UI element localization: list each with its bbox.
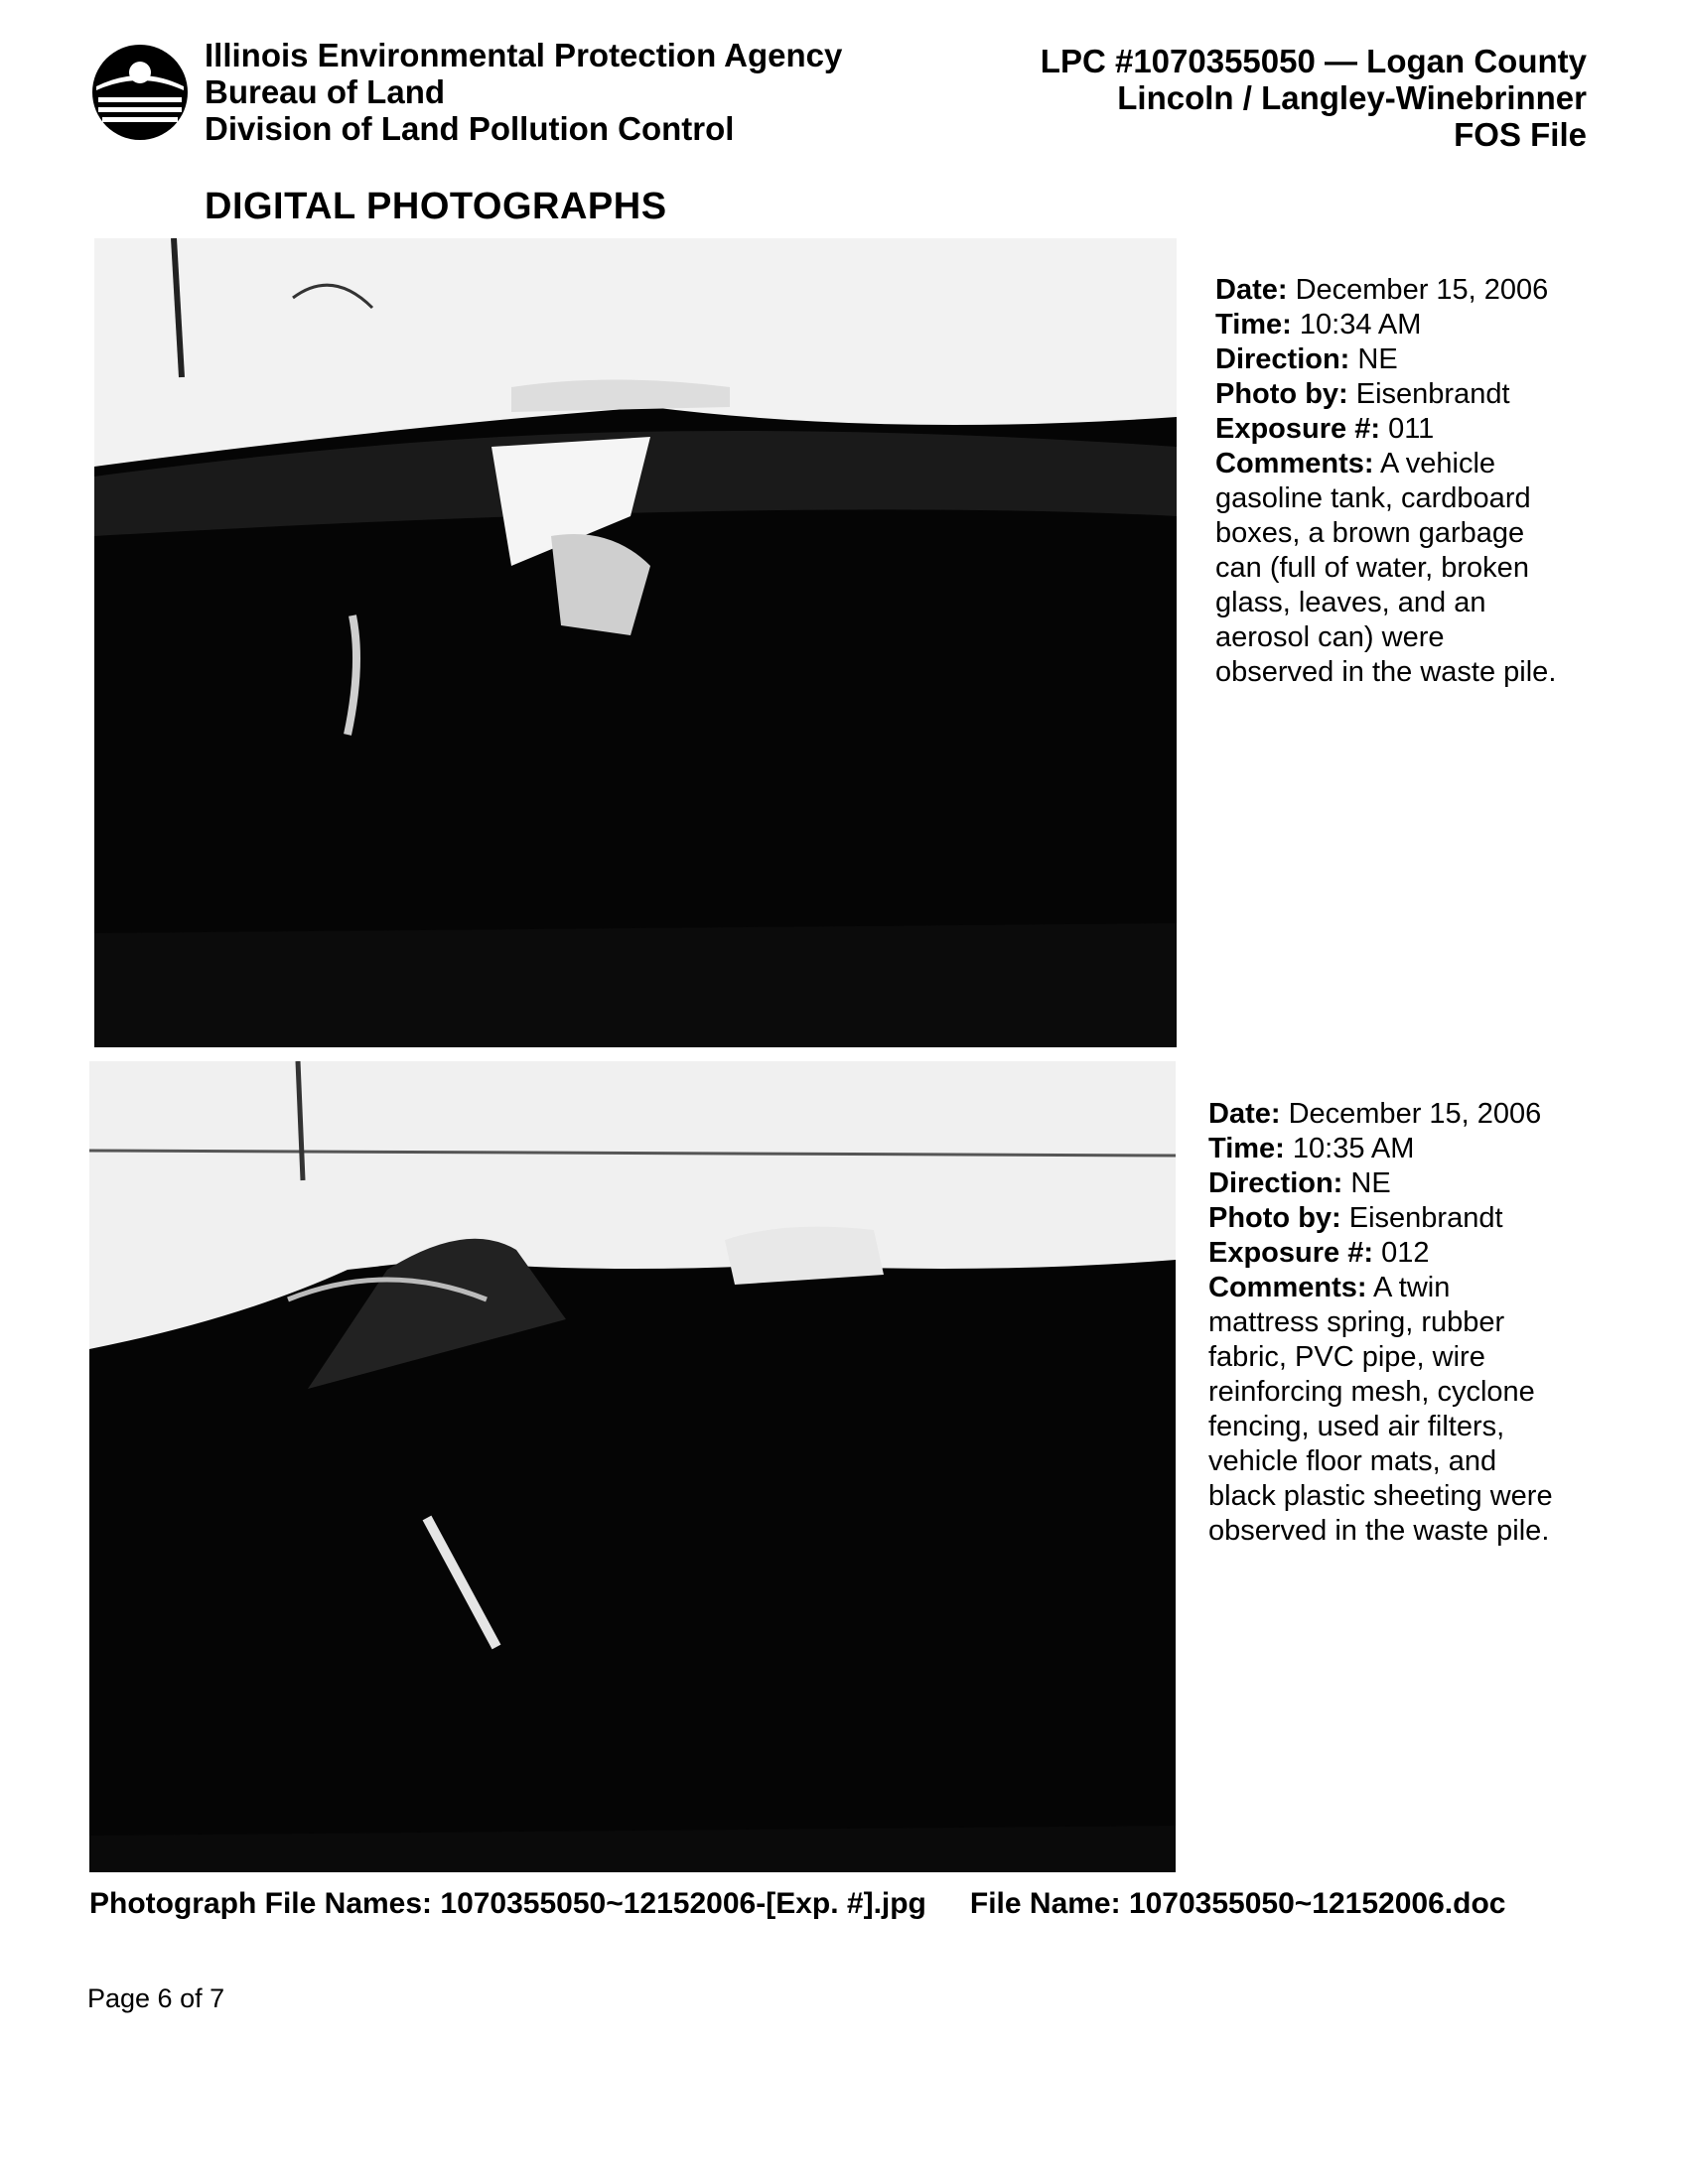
time-label: Time: <box>1208 1133 1285 1164</box>
bureau-name: Bureau of Land <box>205 73 446 110</box>
site-name: Lincoln / Langley-Winebrinner <box>1117 79 1587 116</box>
photo-file-names: Photograph File Names: 1070355050~12152006-[Exp. #].jpg <box>89 1887 926 1920</box>
document-file-name: File Name: 1070355050~12152006.doc <box>969 1887 1506 1920</box>
photo-date: December 15, 2006 <box>1295 274 1549 306</box>
photo-by: Eisenbrandt <box>1348 1202 1503 1234</box>
photo-exposure: 011 <box>1388 413 1435 445</box>
direction-label: Direction: <box>1208 1167 1343 1199</box>
photo-exposure: 012 <box>1381 1237 1430 1269</box>
photo-by-label: Photo by: <box>1215 378 1348 410</box>
comments-label: Comments: <box>1215 448 1374 479</box>
photo-date: December 15, 2006 <box>1288 1098 1542 1130</box>
date-label: Date: <box>1215 274 1288 306</box>
agency-name: Illinois Environmental Protection Agency <box>205 37 843 73</box>
file-info-block <box>1041 43 1587 153</box>
iepa-logo <box>90 43 190 142</box>
agency-block <box>205 37 842 147</box>
photo-comments: A vehicle gasoline tank, cardboard boxes, a brown garbage can (full of water, broken glass, leaves, and an aerosol can) were observed in the waste pile. <box>1215 448 1557 688</box>
photo-direction: NE <box>1350 1167 1391 1199</box>
photo-comments: A twin mattress spring, rubber fabric, PVC pipe, wire reinforcing mesh, cyclone fencing, used air filters, vehicle floor mats, and black plastic sheeting were observed in the waste pile. <box>1208 1272 1553 1547</box>
file-type: FOS File <box>1454 116 1587 153</box>
photo-by-label: Photo by: <box>1208 1202 1341 1234</box>
direction-label: Direction: <box>1215 343 1350 375</box>
exposure-label: Exposure #: <box>1208 1237 1373 1269</box>
photo-1-caption <box>1215 273 1568 690</box>
photo-time: 10:35 AM <box>1292 1133 1415 1164</box>
division-name: Division of Land Pollution Control <box>205 110 735 147</box>
date-label: Date: <box>1208 1098 1281 1130</box>
photo-by: Eisenbrandt <box>1355 378 1510 410</box>
footer-file-names <box>89 1887 1505 1921</box>
lpc-number: LPC #1070355050 — Logan County <box>1040 43 1587 79</box>
section-title: DIGITAL PHOTOGRAPHS <box>205 186 667 227</box>
time-label: Time: <box>1215 309 1292 341</box>
comments-label: Comments: <box>1208 1272 1367 1303</box>
photo-1 <box>94 238 1177 1047</box>
photo-2 <box>89 1061 1176 1872</box>
page-number: Page 6 of 7 <box>87 1983 225 2013</box>
photo-2-caption <box>1208 1097 1561 1549</box>
photo-time: 10:34 AM <box>1299 309 1422 341</box>
exposure-label: Exposure #: <box>1215 413 1380 445</box>
photo-direction: NE <box>1357 343 1398 375</box>
